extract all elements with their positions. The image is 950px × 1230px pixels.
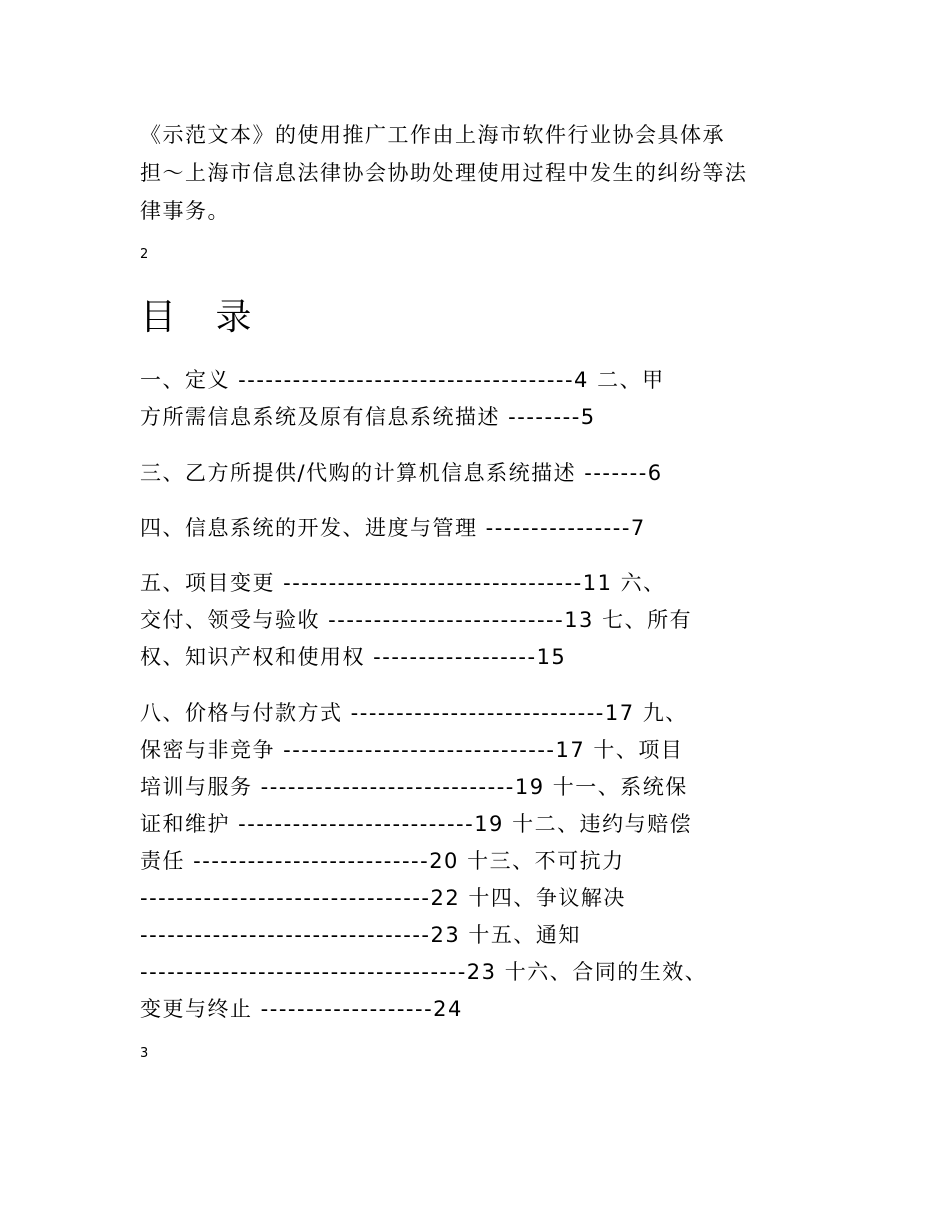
toc-line: 变更与终止 -------------------24 [140,997,463,1021]
toc-entry-group [140,695,830,1028]
toc-entry-group [140,362,830,436]
toc-line: 八、价格与付款方式 ----------------------------17 九、 [140,701,688,725]
toc-line: 三、乙方所提供/代购的计算机信息系统描述 -------6 [140,461,663,485]
toc-line: 交付、领受与验收 --------------------------13 七、所有 [140,608,693,632]
intro-line: 《示范文本》的使用推广工作由上海市软件行业协会具体承 [140,123,725,147]
toc-heading: 目 录 [140,297,266,338]
toc-line: --------------------------------22 十四、争议解决 [140,886,626,910]
toc-line: 保密与非竞争 ------------------------------17 十、项目 [140,738,684,762]
toc-line: 责任 --------------------------20 十三、不可抗力 [140,849,625,873]
intro-line: 律事务。 [140,199,230,223]
toc-line: 五、项目变更 ---------------------------------11 六、 [140,571,666,595]
toc-line: 一、定义 -------------------------------------4 二、甲 [140,368,665,392]
intro-line: 担～上海市信息法律协会协助处理使用过程中发生的纠纷等法 [140,161,748,185]
toc-line: 方所需信息系统及原有信息系统描述 --------5 [140,405,596,429]
toc-entry-group [140,455,830,492]
intro-paragraph [140,116,820,230]
toc-line: --------------------------------23 十五、通知 [140,923,581,947]
page-number: 2 [140,247,149,262]
toc-entry-group [140,510,830,547]
toc-line: ------------------------------------23 十六、合同的生效、 [140,960,708,984]
toc-line: 培训与服务 ----------------------------19 十一、系统保 [140,775,688,799]
page-number: 3 [140,1046,149,1061]
toc-line: 四、信息系统的开发、进度与管理 ----------------7 [140,516,646,540]
toc-line: 证和维护 --------------------------19 十二、违约与赔偿 [140,812,693,836]
toc-line: 权、知识产权和使用权 ------------------15 [140,645,567,669]
toc-entry-group [140,565,830,676]
